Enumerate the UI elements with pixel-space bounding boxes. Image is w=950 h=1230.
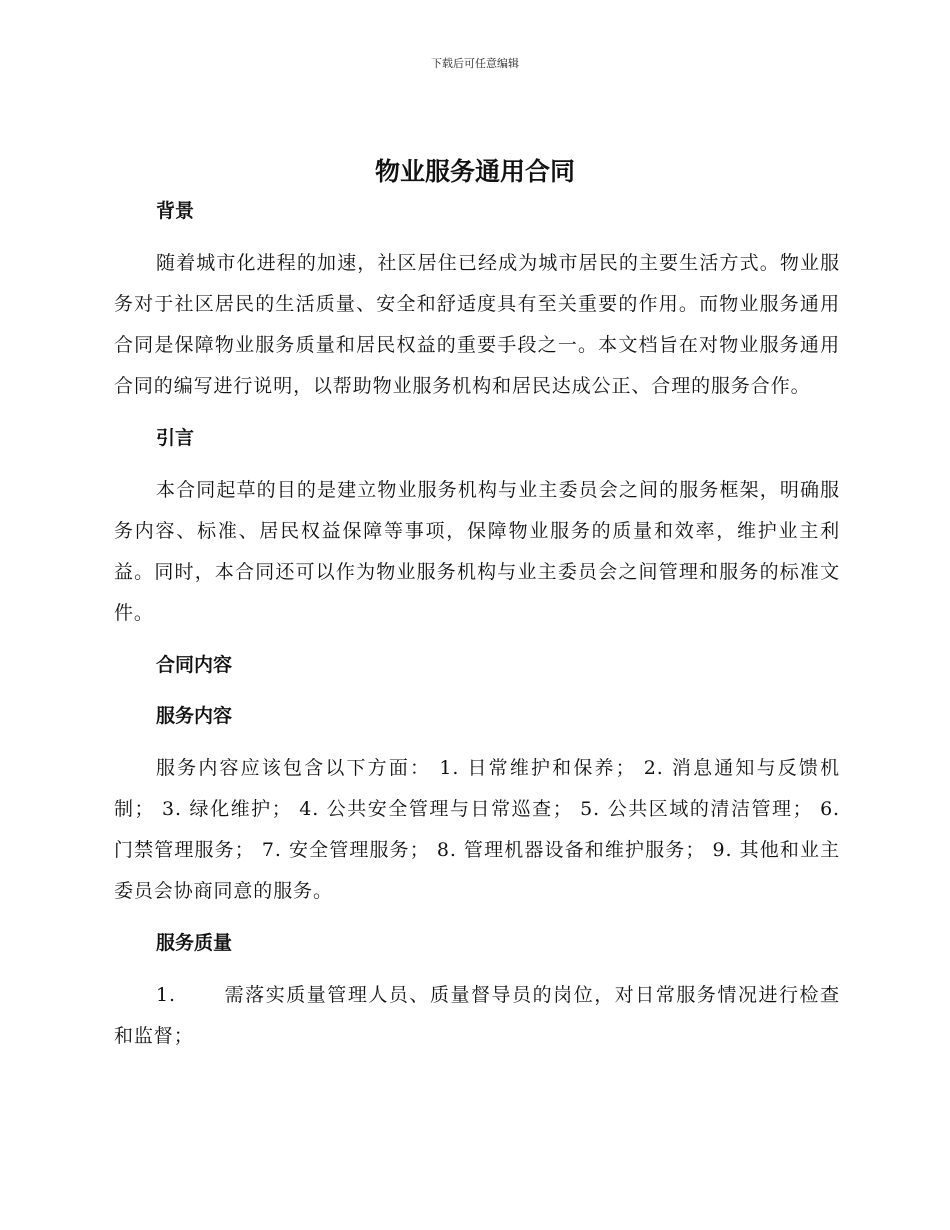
heading-contract-content: 合同内容 <box>156 654 233 676</box>
list-item <box>114 975 840 1057</box>
list-item-number: 1. <box>156 984 176 1006</box>
paragraph-service-content: 服务内容应该包含以下方面： 1. 日常维护和保养； 2. 消息通知与反馈机制； 3. 绿化维护； 4. 公共安全管理与日常巡查； 5. 公共区域的清洁管理； 6. 门禁管理服务； 7. 安全管理服务； 8. 管理机器设备和维护服务； 9. 其他和业主委员会协商同意的服务。 <box>114 757 840 902</box>
paragraph-background: 随着城市化进程的加速，社区居住已经成为城市居民的主要生活方式。物业服务对于社区居民的生活质量、安全和舒适度具有至关重要的作用。而物业服务通用合同是保障物业服务质量和居民权益的重要手段之一。本文档旨在对物业服务通用合同的编写进行说明，以帮助物业服务机构和居民达成公正、合理的服务合作。 <box>114 252 840 397</box>
heading-service-content: 服务内容 <box>156 705 233 727</box>
heading-service-quality: 服务质量 <box>156 932 233 954</box>
heading-intro: 引言 <box>156 427 195 449</box>
list-item-text: 需落实质量管理人员、质量督导员的岗位，对日常服务情况进行检查和监督； <box>114 984 840 1047</box>
document-title: 物业服务通用合同 <box>374 157 575 186</box>
header-note: 下载后可任意编辑 <box>431 57 519 70</box>
document-body <box>114 196 840 1057</box>
heading-background: 背景 <box>156 200 195 222</box>
paragraph-intro: 本合同起草的目的是建立物业服务机构与业主委员会之间的服务框架，明确服务内容、标准、居民权益保障等事项，保障物业服务的质量和效率，维护业主利益。同时，本合同还可以作为物业服务机构与业主委员会之间管理和服务的标准文件。 <box>114 479 840 624</box>
